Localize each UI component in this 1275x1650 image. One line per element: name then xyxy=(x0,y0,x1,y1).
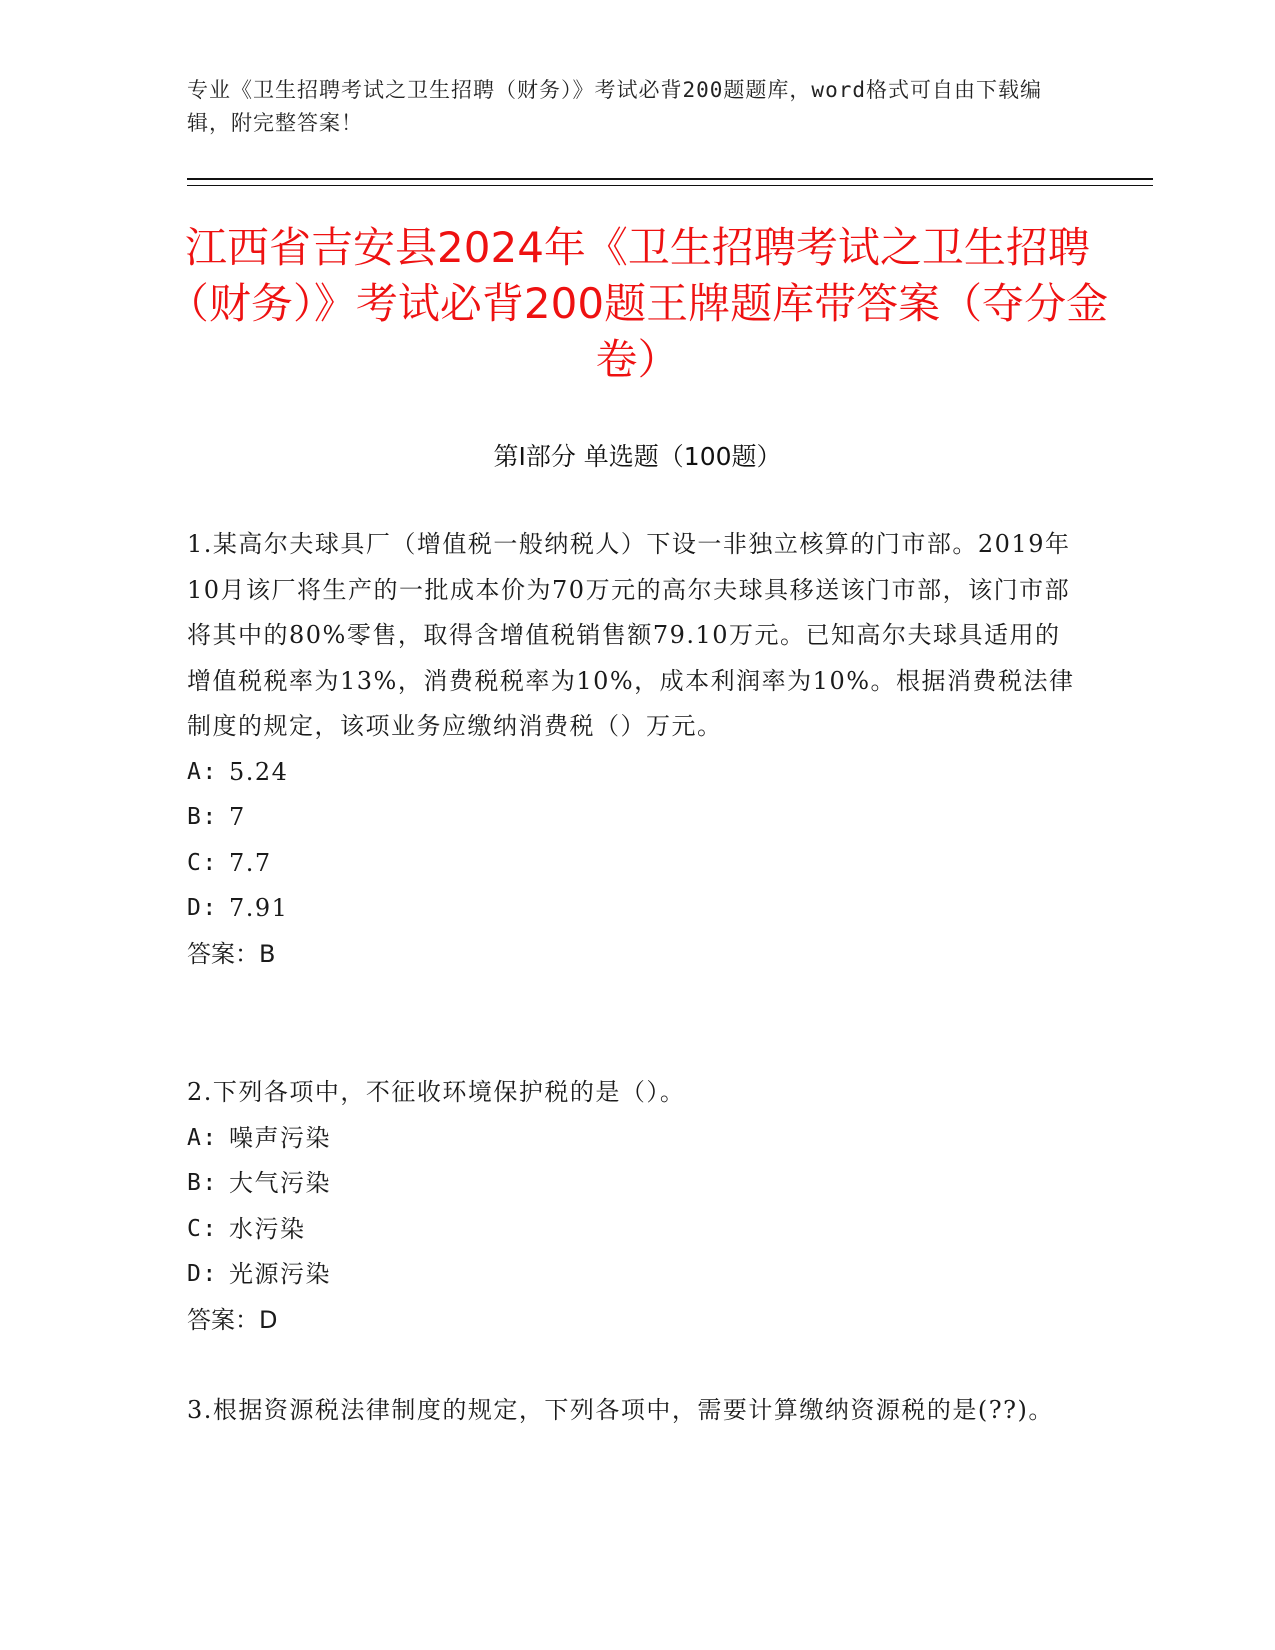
option-b xyxy=(187,1161,1077,1207)
question-stem: 3.根据资源税法律制度的规定，下列各项中，需要计算缴纳资源税的是(??)。 xyxy=(187,1396,1054,1424)
option-letter: D: xyxy=(187,1261,218,1287)
option-d xyxy=(187,886,1077,932)
option-c xyxy=(187,841,1077,887)
answer: 答案：D xyxy=(187,1305,278,1334)
option-a xyxy=(187,750,1077,796)
option-d xyxy=(187,1252,1077,1298)
answer: 答案：B xyxy=(187,939,276,968)
question-1 xyxy=(187,522,1077,977)
option-text: 大气污染 xyxy=(229,1169,331,1197)
section-title: 第Ⅰ部分 单选题（100题） xyxy=(493,442,782,471)
question-3 xyxy=(187,1388,1077,1434)
header-divider-thin xyxy=(187,185,1153,186)
option-letter: A: xyxy=(187,758,218,785)
option-letter: D: xyxy=(187,895,218,921)
option-letter: C: xyxy=(187,1215,218,1242)
option-text: 水污染 xyxy=(229,1214,306,1243)
header-note: 专业《卫生招聘考试之卫生招聘（财务）》考试必背200题题库，word格式可自由下载编辑，附完整答案！ xyxy=(187,78,1042,135)
option-a xyxy=(187,1116,1077,1162)
option-text: 光源污染 xyxy=(229,1260,331,1288)
option-text: 5.24 xyxy=(229,757,289,786)
option-text: 7 xyxy=(229,803,246,831)
option-letter: B: xyxy=(187,804,218,830)
option-text: 7.7 xyxy=(229,848,272,877)
document-title: 江西省吉安县2024年《卫生招聘考试之卫生招聘（财务）》考试必背200题王牌题库带答案（夺分金卷） xyxy=(166,223,1109,384)
option-letter: B: xyxy=(187,1170,218,1196)
header-divider-thick xyxy=(187,178,1153,180)
option-text: 7.91 xyxy=(229,894,289,922)
question-2 xyxy=(187,1070,1077,1343)
question-stem: 2.下列各项中，不征收环境保护税的是（）。 xyxy=(187,1078,686,1106)
option-b xyxy=(187,795,1077,841)
option-letter: C: xyxy=(187,849,218,876)
option-text: 噪声污染 xyxy=(229,1123,331,1152)
option-letter: A: xyxy=(187,1124,218,1151)
option-c xyxy=(187,1207,1077,1253)
question-stem: 1.某高尔夫球具厂（增值税一般纳税人）下设一非独立核算的门市部。2019年10月该厂将生产的一批成本价为70万元的高尔夫球具移送该门市部，该门市部将其中的80%零售，取得含增值税销售额79.10万元。已知高尔夫球具适用的增值税税率为13%，消费税税率为10%，成本利润率为10%。根据消费税法律制度的规定，该项业务应缴纳消费税（）万元。 xyxy=(187,530,1075,740)
